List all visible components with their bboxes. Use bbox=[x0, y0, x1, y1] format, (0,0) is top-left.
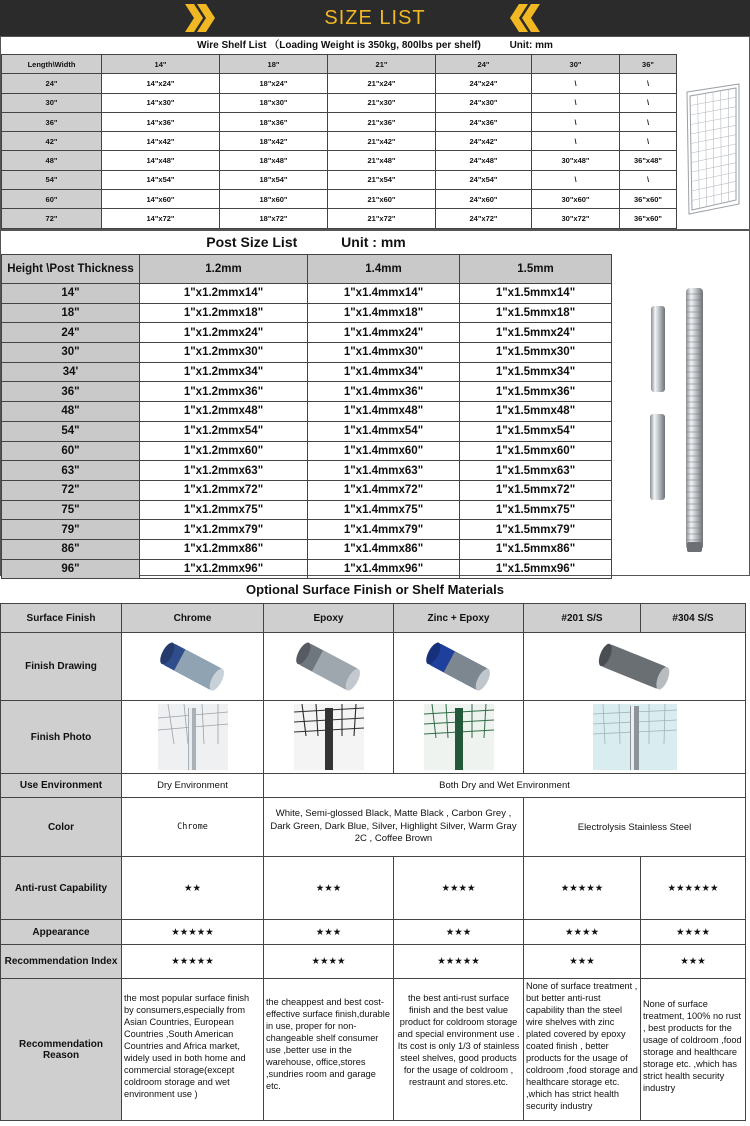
stainless-shelf-photo bbox=[593, 704, 677, 770]
finish-header-row bbox=[1, 604, 746, 633]
post-row bbox=[2, 343, 612, 363]
wire-shelf-cell: \ bbox=[620, 74, 677, 93]
wire-shelf-cell: 24"x30" bbox=[436, 93, 532, 112]
wire-shelf-cell: \ bbox=[532, 132, 620, 151]
wire-shelf-cell: \ bbox=[620, 132, 677, 151]
post-row bbox=[2, 382, 612, 402]
post-row bbox=[2, 323, 612, 343]
post-header-cell: 1.2mm bbox=[140, 255, 308, 284]
ss201-recommendation: ★★★ bbox=[524, 945, 641, 979]
wire-shelf-row-label: 30" bbox=[2, 93, 102, 112]
recommendation-label: Recommendation Index bbox=[1, 945, 122, 979]
post-cell: 1"x1.2mmx96" bbox=[140, 559, 308, 579]
post-cell: 1"x1.4mmx96" bbox=[308, 559, 460, 579]
wire-shelf-header-row bbox=[2, 55, 677, 74]
post-row-label: 36" bbox=[2, 382, 140, 402]
post-cell: 1"x1.5mmx75" bbox=[460, 500, 612, 520]
post-cell: 1"x1.4mmx30" bbox=[308, 343, 460, 363]
wire-shelf-row-label: 24" bbox=[2, 74, 102, 93]
wire-shelf-cell: 24"x54" bbox=[436, 170, 532, 189]
post-cell: 1"x1.4mmx60" bbox=[308, 441, 460, 461]
wire-shelf-title: Wire Shelf List （Loading Weight is 350kg, 800lbs per shelf) bbox=[197, 40, 481, 51]
wire-shelf-cell: 21"x36" bbox=[328, 112, 436, 131]
wire-shelf-cell: 14"x60" bbox=[102, 190, 220, 209]
antirust-label: Anti-rust Capability bbox=[1, 857, 122, 920]
wire-shelf-header-cell: 18" bbox=[220, 55, 328, 74]
wire-shelf-cell: 14"x42" bbox=[102, 132, 220, 151]
post-cell: 1"x1.5mmx63" bbox=[460, 461, 612, 481]
finish-drawing-row bbox=[1, 633, 746, 701]
post-row-label: 96" bbox=[2, 559, 140, 579]
post-cell: 1"x1.2mmx75" bbox=[140, 500, 308, 520]
post-row-label: 63" bbox=[2, 461, 140, 481]
zinc-epoxy-antirust: ★★★★ bbox=[394, 857, 524, 920]
post-cell: 1"x1.5mmx48" bbox=[460, 402, 612, 422]
wire-shelf-cell: 30"x48" bbox=[532, 151, 620, 170]
ss201-reason: None of surface treatment , but better anti-rust capability than the steel wire shelves with zinc plated covered by epoxy coated finish , better products for the usage of coldroom ,food storage and healthcare storage etc. ,which has strict health security industry bbox=[524, 979, 641, 1121]
wire-shelf-row bbox=[2, 190, 677, 209]
chrome-shelf-photo bbox=[158, 704, 228, 770]
post-header-row bbox=[2, 255, 612, 284]
post-header-cell: 1.5mm bbox=[460, 255, 612, 284]
post-cell: 1"x1.2mmx36" bbox=[140, 382, 308, 402]
post-size-heading bbox=[1, 231, 611, 254]
ss201-appearance: ★★★★ bbox=[524, 920, 641, 945]
wire-shelf-header-cell: 21" bbox=[328, 55, 436, 74]
post-row-label: 48" bbox=[2, 402, 140, 422]
epoxy-reason: the cheappest and best cost-effective surface finish,durable in use, proper for non-changeable shelf consumer use ,better use in the warehouse, office,stores ,sundries room and garage etc. bbox=[264, 979, 394, 1121]
post-cell: 1"x1.5mmx79" bbox=[460, 520, 612, 540]
zinc-epoxy-shelf-photo bbox=[424, 704, 494, 770]
post-cell: 1"x1.4mmx18" bbox=[308, 303, 460, 323]
wire-shelf-header-cell: 36" bbox=[620, 55, 677, 74]
wire-shelf-row-label: 54" bbox=[2, 170, 102, 189]
post-cell: 1"x1.2mmx60" bbox=[140, 441, 308, 461]
post-row bbox=[2, 441, 612, 461]
zinc-epoxy-cylinder-icon bbox=[424, 641, 494, 693]
wire-shelf-header-cell: 30" bbox=[532, 55, 620, 74]
finish-header-label: Surface Finish bbox=[1, 604, 122, 633]
wire-shelf-cell: 18"x30" bbox=[220, 93, 328, 112]
wire-shelf-cell: 30"x72" bbox=[532, 209, 620, 228]
wire-shelf-cell: 36"x60" bbox=[620, 190, 677, 209]
wire-shelf-cell: 21"x30" bbox=[328, 93, 436, 112]
zinc-epoxy-drawing bbox=[394, 633, 524, 701]
post-cell: 1"x1.4mmx63" bbox=[308, 461, 460, 481]
post-cell: 1"x1.2mmx48" bbox=[140, 402, 308, 422]
post-row-label: 79" bbox=[2, 520, 140, 540]
wire-shelf-cell: 18"x60" bbox=[220, 190, 328, 209]
finish-photo-label: Finish Photo bbox=[1, 701, 122, 774]
wire-shelf-cell: 18"x54" bbox=[220, 170, 328, 189]
wire-shelf-row bbox=[2, 151, 677, 170]
wire-shelf-cell: 21"x48" bbox=[328, 151, 436, 170]
ss304-reason: None of surface treatment, 100% no rust , best products for the usage of coldroom ,food storage and healthcare storage etc. ,which has strict health security industry bbox=[641, 979, 746, 1121]
post-row-label: 75" bbox=[2, 500, 140, 520]
post-cell: 1"x1.5mmx86" bbox=[460, 539, 612, 559]
chrome-photo bbox=[122, 701, 264, 774]
post-header-cell: 1.4mm bbox=[308, 255, 460, 284]
post-cell: 1"x1.2mmx34" bbox=[140, 362, 308, 382]
post-cell: 1"x1.4mmx36" bbox=[308, 382, 460, 402]
wire-shelf-row bbox=[2, 74, 677, 93]
ss304-recommendation: ★★★ bbox=[641, 945, 746, 979]
post-cell: 1"x1.5mmx18" bbox=[460, 303, 612, 323]
post-cell: 1"x1.5mmx36" bbox=[460, 382, 612, 402]
post-row bbox=[2, 421, 612, 441]
wire-shelf-cell: 24"x60" bbox=[436, 190, 532, 209]
finish-photo-row bbox=[1, 701, 746, 774]
ss201-antirust: ★★★★★ bbox=[524, 857, 641, 920]
chevron-left-icon bbox=[508, 4, 542, 32]
wire-shelf-cell: 14"x54" bbox=[102, 170, 220, 189]
post-cell: 1"x1.5mmx30" bbox=[460, 343, 612, 363]
post-size-title: Post Size List bbox=[206, 234, 298, 250]
post-cell: 1"x1.4mmx24" bbox=[308, 323, 460, 343]
post-header-cell: Height \Post Thickness bbox=[2, 255, 140, 284]
wire-shelf-cell: 24"x24" bbox=[436, 74, 532, 93]
post-cell: 1"x1.4mmx54" bbox=[308, 421, 460, 441]
size-list-banner bbox=[0, 0, 750, 36]
post-row-label: 14" bbox=[2, 284, 140, 304]
color-row bbox=[1, 798, 746, 857]
finish-header-zinc-epoxy: Zinc + Epoxy bbox=[394, 604, 524, 633]
wire-shelf-cell: 24"x36" bbox=[436, 112, 532, 131]
post-row-label: 30" bbox=[2, 343, 140, 363]
epoxy-cylinder-icon bbox=[294, 641, 364, 693]
chrome-drawing bbox=[122, 633, 264, 701]
wire-shelf-cell: \ bbox=[532, 112, 620, 131]
wire-shelf-cell: 18"x48" bbox=[220, 151, 328, 170]
epoxy-shelf-photo bbox=[294, 704, 364, 770]
post-size-section bbox=[0, 230, 750, 576]
post-cell: 1"x1.2mmx24" bbox=[140, 323, 308, 343]
post-cell: 1"x1.2mmx18" bbox=[140, 303, 308, 323]
wire-shelf-cell: 14"x36" bbox=[102, 112, 220, 131]
appearance-label: Appearance bbox=[1, 920, 122, 945]
post-row-label: 60" bbox=[2, 441, 140, 461]
post-cell: 1"x1.4mmx34" bbox=[308, 362, 460, 382]
post-cell: 1"x1.2mmx63" bbox=[140, 461, 308, 481]
post-row bbox=[2, 480, 612, 500]
post-cell: 1"x1.4mmx14" bbox=[308, 284, 460, 304]
epoxy-color: White, Semi-glossed Black, Matte Black , Carbon Grey , Dark Green, Dark Blue, Silver, Highlight Silver, Warm Gray 2C , Coffee Brown bbox=[264, 798, 524, 857]
wire-shelf-row-label: 60" bbox=[2, 190, 102, 209]
epoxy-drawing bbox=[264, 633, 394, 701]
post-cell: 1"x1.4mmx79" bbox=[308, 520, 460, 540]
post-row-label: 34' bbox=[2, 362, 140, 382]
antirust-row bbox=[1, 857, 746, 920]
epoxy-antirust: ★★★ bbox=[264, 857, 394, 920]
wire-shelf-cell: 14"x48" bbox=[102, 151, 220, 170]
wire-shelf-cell: \ bbox=[532, 170, 620, 189]
wire-shelf-header-cell: 14" bbox=[102, 55, 220, 74]
post-row-label: 24" bbox=[2, 323, 140, 343]
post-cell: 1"x1.5mmx96" bbox=[460, 559, 612, 579]
post-cell: 1"x1.2mmx72" bbox=[140, 480, 308, 500]
finish-drawing-label: Finish Drawing bbox=[1, 633, 122, 701]
wire-shelf-row bbox=[2, 132, 677, 151]
stainless-cylinder-icon bbox=[595, 641, 675, 693]
wire-shelf-row-label: 42" bbox=[2, 132, 102, 151]
finish-table bbox=[0, 603, 746, 1121]
wire-shelf-image bbox=[677, 54, 749, 230]
zinc-epoxy-photo bbox=[394, 701, 524, 774]
finish-header-chrome: Chrome bbox=[122, 604, 264, 633]
wire-shelf-cell: 21"x72" bbox=[328, 209, 436, 228]
post-cell: 1"x1.4mmx48" bbox=[308, 402, 460, 422]
stainless-photo bbox=[524, 701, 746, 774]
environment-label: Use Environment bbox=[1, 774, 122, 798]
appearance-row bbox=[1, 920, 746, 945]
post-cell: 1"x1.2mmx14" bbox=[140, 284, 308, 304]
other-environment: Both Dry and Wet Environment bbox=[264, 774, 746, 798]
post-cell: 1"x1.4mmx72" bbox=[308, 480, 460, 500]
post-size-table bbox=[1, 254, 612, 579]
zinc-epoxy-reason: the best anti-rust surface finish and the best value product for coldroom storage and special environment use . Its cost is only 1/3 of stainless steel shelves, good products for the usage of coldroom , restraunt and stores.etc. bbox=[394, 979, 524, 1121]
color-label: Color bbox=[1, 798, 122, 857]
post-row-label: 18" bbox=[2, 303, 140, 323]
ss304-antirust: ★★★★★★ bbox=[641, 857, 746, 920]
wire-shelf-cell: 24"x72" bbox=[436, 209, 532, 228]
wire-shelf-cell: \ bbox=[620, 112, 677, 131]
post-cell: 1"x1.2mmx79" bbox=[140, 520, 308, 540]
post-row bbox=[2, 402, 612, 422]
epoxy-photo bbox=[264, 701, 394, 774]
post-cell: 1"x1.5mmx24" bbox=[460, 323, 612, 343]
post-cell: 1"x1.5mmx72" bbox=[460, 480, 612, 500]
chrome-recommendation: ★★★★★ bbox=[122, 945, 264, 979]
zinc-epoxy-appearance: ★★★ bbox=[394, 920, 524, 945]
wire-shelf-cell: \ bbox=[620, 93, 677, 112]
post-cell: 1"x1.2mmx86" bbox=[140, 539, 308, 559]
wire-shelf-cell: 18"x24" bbox=[220, 74, 328, 93]
post-row bbox=[2, 520, 612, 540]
reason-row bbox=[1, 979, 746, 1121]
ss304-appearance: ★★★★ bbox=[641, 920, 746, 945]
post-cell: 1"x1.2mmx54" bbox=[140, 421, 308, 441]
zinc-epoxy-recommendation: ★★★★★ bbox=[394, 945, 524, 979]
wire-shelf-section bbox=[0, 36, 750, 230]
wire-shelf-cell: 36"x48" bbox=[620, 151, 677, 170]
wire-shelf-row bbox=[2, 112, 677, 131]
wire-shelf-cell: 21"x24" bbox=[328, 74, 436, 93]
stainless-drawing bbox=[524, 633, 746, 701]
finish-heading: Optional Surface Finish or Shelf Materials bbox=[246, 582, 504, 597]
post-cell: 1"x1.5mmx60" bbox=[460, 441, 612, 461]
wire-shelf-row-label: 48" bbox=[2, 151, 102, 170]
chrome-appearance: ★★★★★ bbox=[122, 920, 264, 945]
wire-shelf-cell: 18"x36" bbox=[220, 112, 328, 131]
post-image bbox=[613, 254, 747, 574]
wire-shelf-row bbox=[2, 209, 677, 228]
post-row bbox=[2, 461, 612, 481]
post-cell: 1"x1.5mmx34" bbox=[460, 362, 612, 382]
stainless-color: Electrolysis Stainless Steel bbox=[524, 798, 746, 857]
post-row bbox=[2, 500, 612, 520]
wire-shelf-cell: 24"x42" bbox=[436, 132, 532, 151]
post-row bbox=[2, 303, 612, 323]
wire-shelf-row-label: 72" bbox=[2, 209, 102, 228]
post-row-label: 54" bbox=[2, 421, 140, 441]
wire-shelf-cell: 14"x30" bbox=[102, 93, 220, 112]
chrome-antirust: ★★ bbox=[122, 857, 264, 920]
post-cell: 1"x1.5mmx54" bbox=[460, 421, 612, 441]
chrome-cylinder-icon bbox=[158, 641, 228, 693]
wire-shelf-row-label: 36" bbox=[2, 112, 102, 131]
wire-shelf-cell: 21"x42" bbox=[328, 132, 436, 151]
environment-row bbox=[1, 774, 746, 798]
wire-shelf-cell: 30"x60" bbox=[532, 190, 620, 209]
epoxy-recommendation: ★★★★ bbox=[264, 945, 394, 979]
chrome-environment: Dry Environment bbox=[122, 774, 264, 798]
wire-shelf-cell: 21"x54" bbox=[328, 170, 436, 189]
reason-label: Recommendation Reason bbox=[1, 979, 122, 1121]
wire-shelf-cell: 18"x42" bbox=[220, 132, 328, 151]
post-row-label: 86" bbox=[2, 539, 140, 559]
post-row bbox=[2, 539, 612, 559]
post-size-unit: Unit : mm bbox=[341, 234, 406, 250]
wire-shelf-row bbox=[2, 93, 677, 112]
recommendation-row bbox=[1, 945, 746, 979]
wire-shelf-cell: \ bbox=[532, 93, 620, 112]
wire-shelf-cell: \ bbox=[620, 170, 677, 189]
wire-shelf-cell: 21"x60" bbox=[328, 190, 436, 209]
wire-shelf-cell: 18"x72" bbox=[220, 209, 328, 228]
post-cell: 1"x1.4mmx86" bbox=[308, 539, 460, 559]
post-row-label: 72" bbox=[2, 480, 140, 500]
wire-shelf-unit: Unit: mm bbox=[509, 40, 553, 51]
wire-shelf-header-cell: 24" bbox=[436, 55, 532, 74]
wire-shelf-cell: 14"x24" bbox=[102, 74, 220, 93]
banner-title: SIZE LIST bbox=[324, 7, 426, 29]
finish-header-304: #304 S/S bbox=[641, 604, 746, 633]
finish-header-epoxy: Epoxy bbox=[264, 604, 394, 633]
post-cell: 1"x1.4mmx75" bbox=[308, 500, 460, 520]
wire-shelf-cell: 36"x60" bbox=[620, 209, 677, 228]
wire-shelf-cell: 14"x72" bbox=[102, 209, 220, 228]
post-row bbox=[2, 362, 612, 382]
wire-shelf-cell: 24"x48" bbox=[436, 151, 532, 170]
chrome-color: Chrome bbox=[122, 798, 264, 857]
wire-shelf-row bbox=[2, 170, 677, 189]
wire-shelf-heading bbox=[1, 37, 749, 54]
post-cell: 1"x1.2mmx30" bbox=[140, 343, 308, 363]
wire-shelf-cell: \ bbox=[532, 74, 620, 93]
chrome-reason: the most popular surface finish by consumers,especially from Asian Countries, European Countries ,South American Countries and Africa market, widely used in both home and commercial storage(except coldroom storage and wet environment use ) bbox=[122, 979, 264, 1121]
wire-shelf-header-cell: Length\Width bbox=[2, 55, 102, 74]
finish-header-201: #201 S/S bbox=[524, 604, 641, 633]
post-row bbox=[2, 284, 612, 304]
wire-shelf-table bbox=[1, 54, 677, 229]
epoxy-appearance: ★★★ bbox=[264, 920, 394, 945]
post-cell: 1"x1.5mmx14" bbox=[460, 284, 612, 304]
